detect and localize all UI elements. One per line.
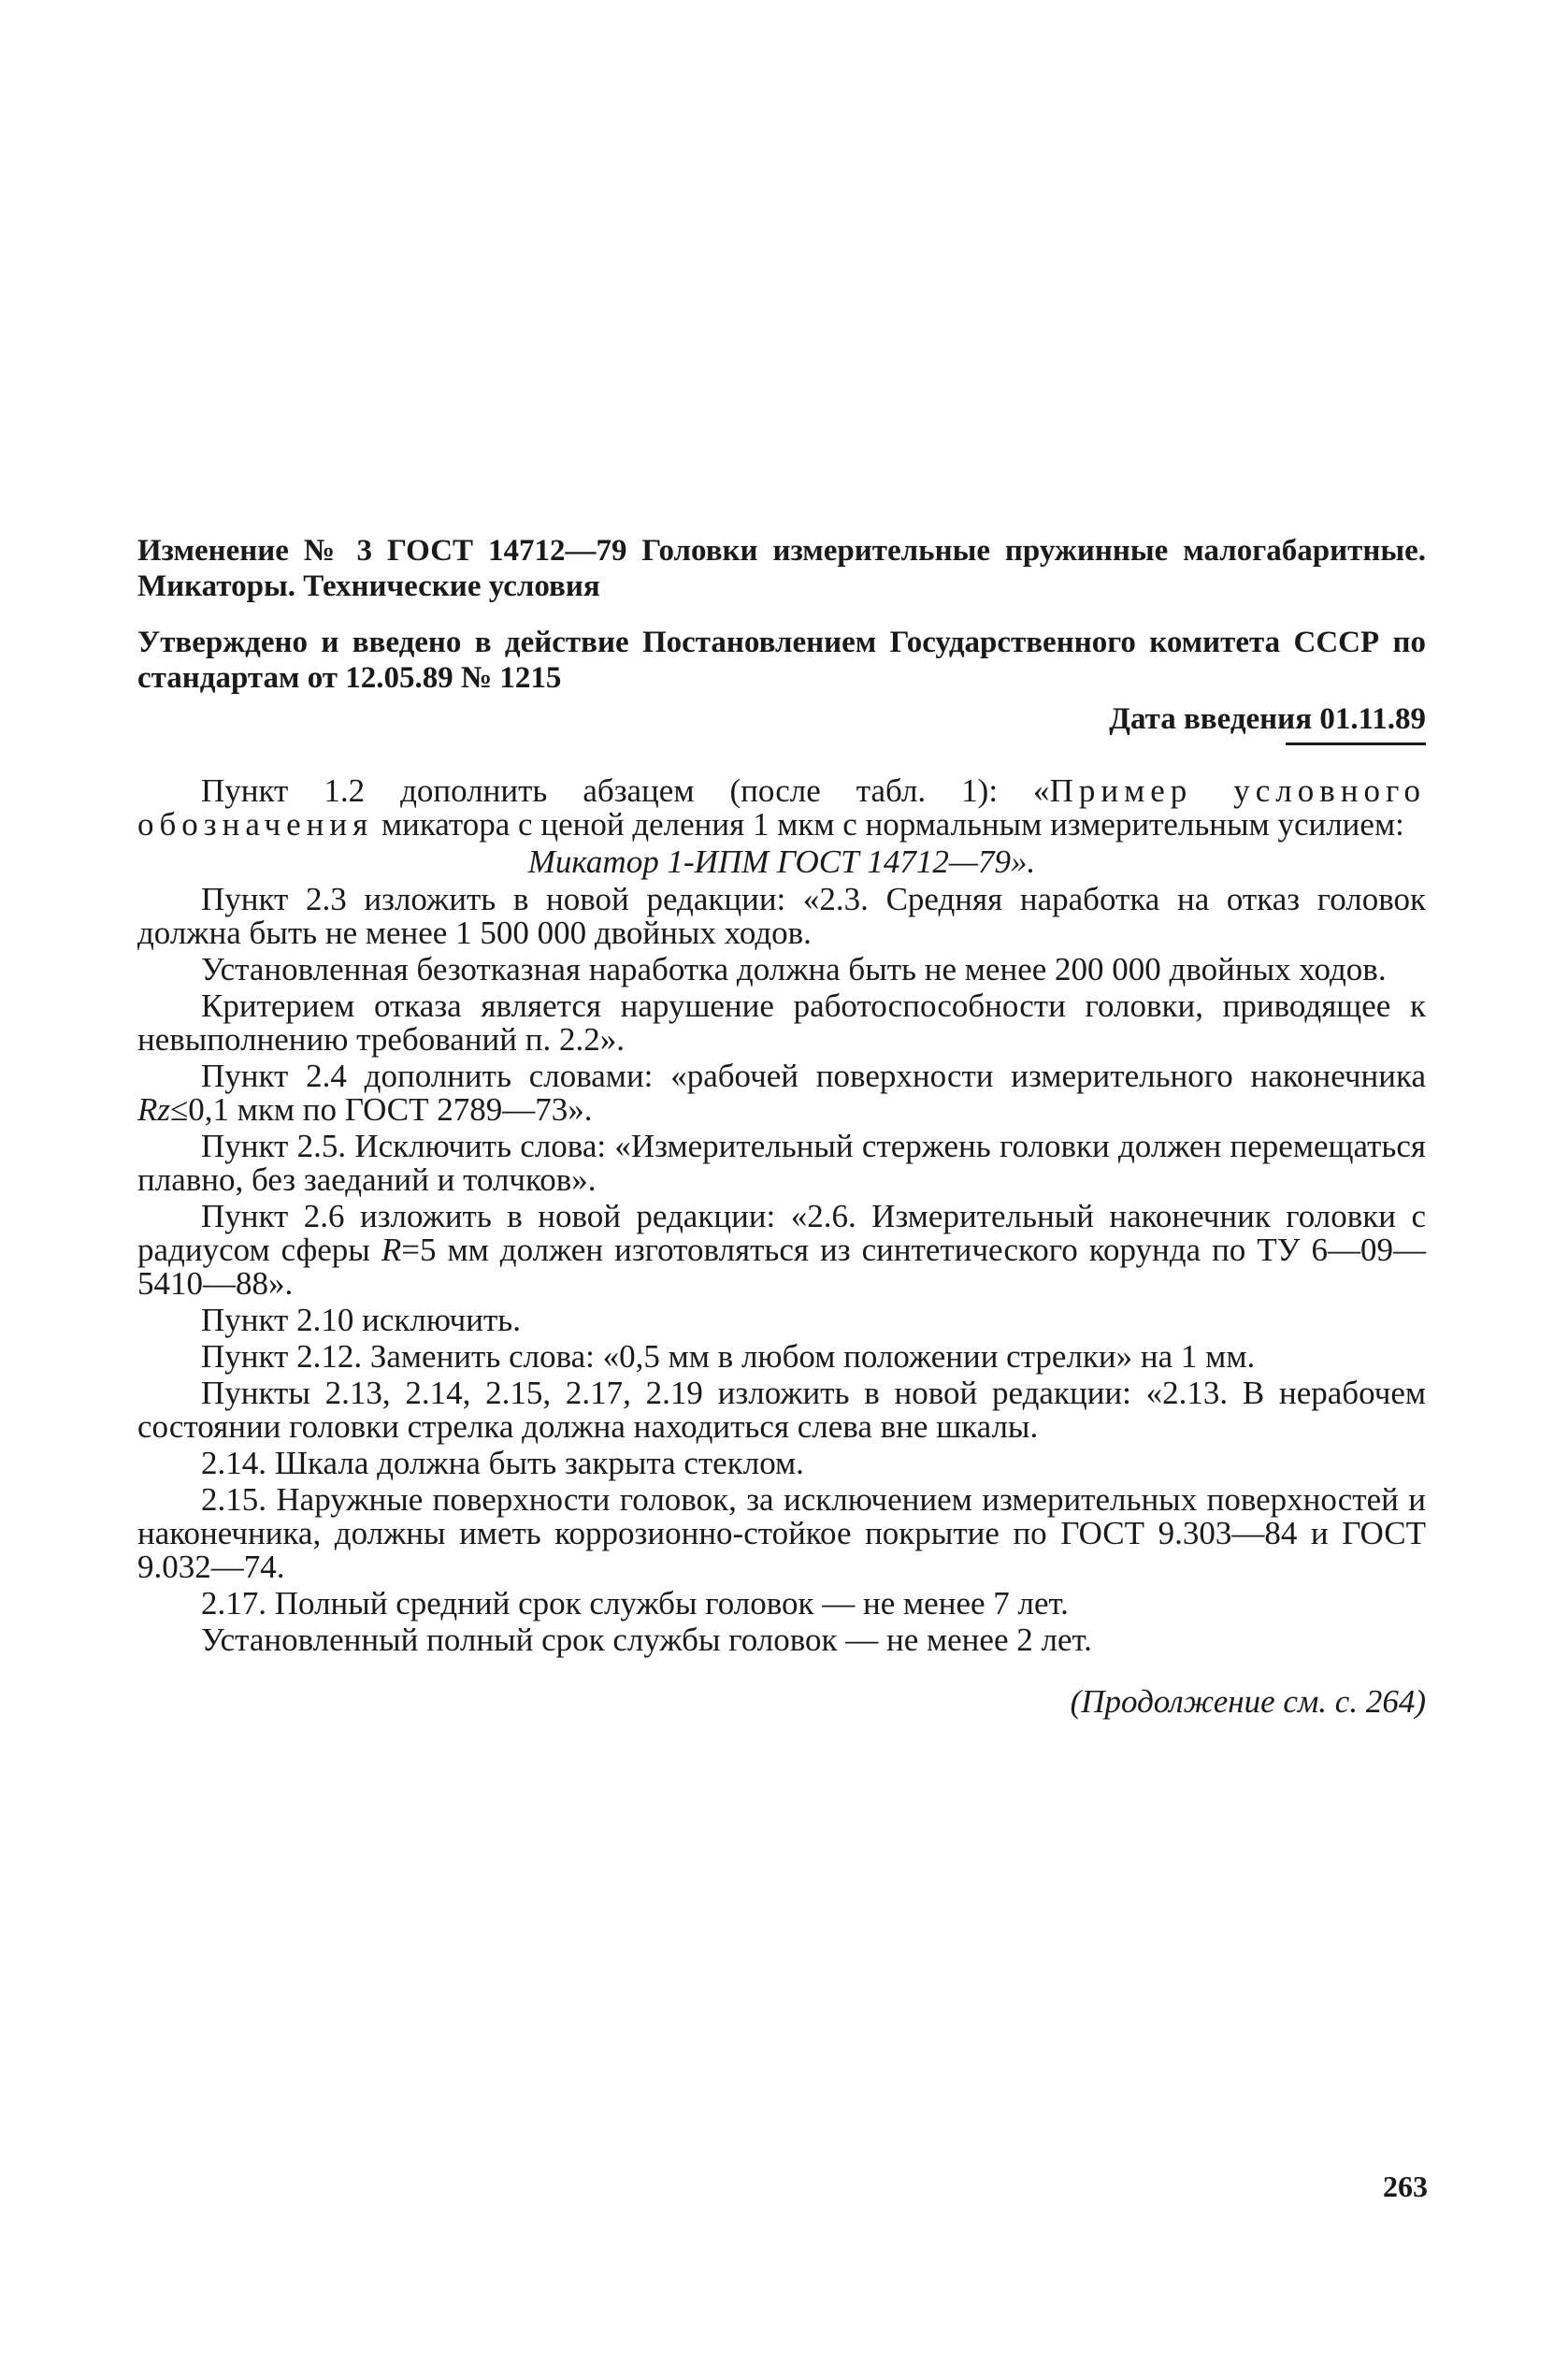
paragraph-2-6-var: R: [381, 1232, 402, 1268]
paragraph-2-4-end: ≤0,1 мкм по ГОСТ 2789—73».: [170, 1091, 593, 1128]
approval-statement: Утверждено и введено в действие Постановлением Государственного комитета СССР по стандартам от 12.05.89 № 1215: [137, 626, 1426, 695]
paragraph-2-4-var: Rz: [137, 1091, 170, 1128]
paragraph-1-2-end: микатора с ценой деления 1 мкм с нормальным измерительным усилием:: [373, 806, 1404, 843]
paragraph-failure-criterion: Критерием отказа является нарушение работоспособности головки, приводящее к невыполнению требований п. 2.2».: [137, 987, 1426, 1058]
paragraph-2-17: 2.17. Полный средний срок службы головок — не менее 7 лет.: [201, 1585, 1069, 1622]
effective-date-label: Дата введения: [1109, 702, 1313, 736]
document-content: [137, 533, 1426, 1719]
paragraph-1-2-spaced: Пример условного обозначения: [137, 772, 1426, 843]
paragraph-1-2-start: Пункт 1.2 дополнить абзацем (после табл. 1): «: [201, 772, 1050, 809]
date-underline: [1286, 742, 1426, 745]
effective-date: [137, 701, 1426, 737]
paragraph-2-4: [137, 1059, 1426, 1127]
paragraph-2-4-start: Пункт 2.4 дополнить словами: «рабочей поверхности измерительного наконечника: [201, 1058, 1426, 1094]
paragraph-2-14: 2.14. Шкала должна быть закрыта стеклом.: [201, 1445, 804, 1481]
effective-date-value: 01.11.89: [1319, 702, 1426, 736]
designation-example: Микатор 1-ИПМ ГОСТ 14712—79».: [527, 843, 1036, 880]
document-title: Изменение № 3 ГОСТ 14712—79 Головки измерительные пружинные малогабаритные. Микаторы. Технические условия: [137, 534, 1426, 603]
paragraph-2-6-start: Пункт 2.6 изложить в новой редакции: «2.6. Измерительный наконечник головки с радиусом сферы: [137, 1198, 1426, 1268]
paragraph-2-6: [137, 1200, 1426, 1301]
document-body: [137, 774, 1426, 1719]
paragraph-2-12: Пункт 2.12. Заменить слова: «0,5 мм в любом положении стрелки» на 1 мм.: [201, 1338, 1256, 1375]
paragraph-2-6-end: =5 мм должен изготовляться из синтетического корунда по ТУ 6—09—5410—88».: [137, 1232, 1426, 1302]
paragraph-2-10: Пункт 2.10 исключить.: [201, 1302, 521, 1338]
page-number: 263: [1383, 2169, 1428, 2203]
paragraph-2-15: 2.15. Наружные поверхности головок, за исключением измерительных поверхностей и наконечника, должны иметь коррозионно-стойкое покрытие по ГОСТ 9.303—84 и ГОСТ 9.032—74.: [137, 1481, 1426, 1585]
continuation-note: (Продолжение см. с. 264): [1070, 1683, 1426, 1720]
paragraph-2-5: Пункт 2.5. Исключить слова: «Измерительный стержень головки должен перемещаться плавно, без заеданий и толчков».: [137, 1128, 1426, 1198]
paragraph-failure-free: Установленная безотказная наработка должна быть не менее 200 000 двойных ходов.: [201, 951, 1387, 987]
paragraph-service-life: Установленный полный срок службы головок — не менее 2 лет.: [201, 1622, 1092, 1658]
paragraph-2-3: Пункт 2.3 изложить в новой редакции: «2.3. Средняя наработка на отказ головок должна быть не менее 1 500 000 двойных ходов.: [137, 881, 1426, 951]
paragraph-1-2: [137, 774, 1426, 842]
paragraph-2-13: Пункты 2.13, 2.14, 2.15, 2.17, 2.19 изложить в новой редакции: «2.13. В нерабочем состоянии головки стрелка должна находиться слева вне шкалы.: [137, 1375, 1426, 1445]
